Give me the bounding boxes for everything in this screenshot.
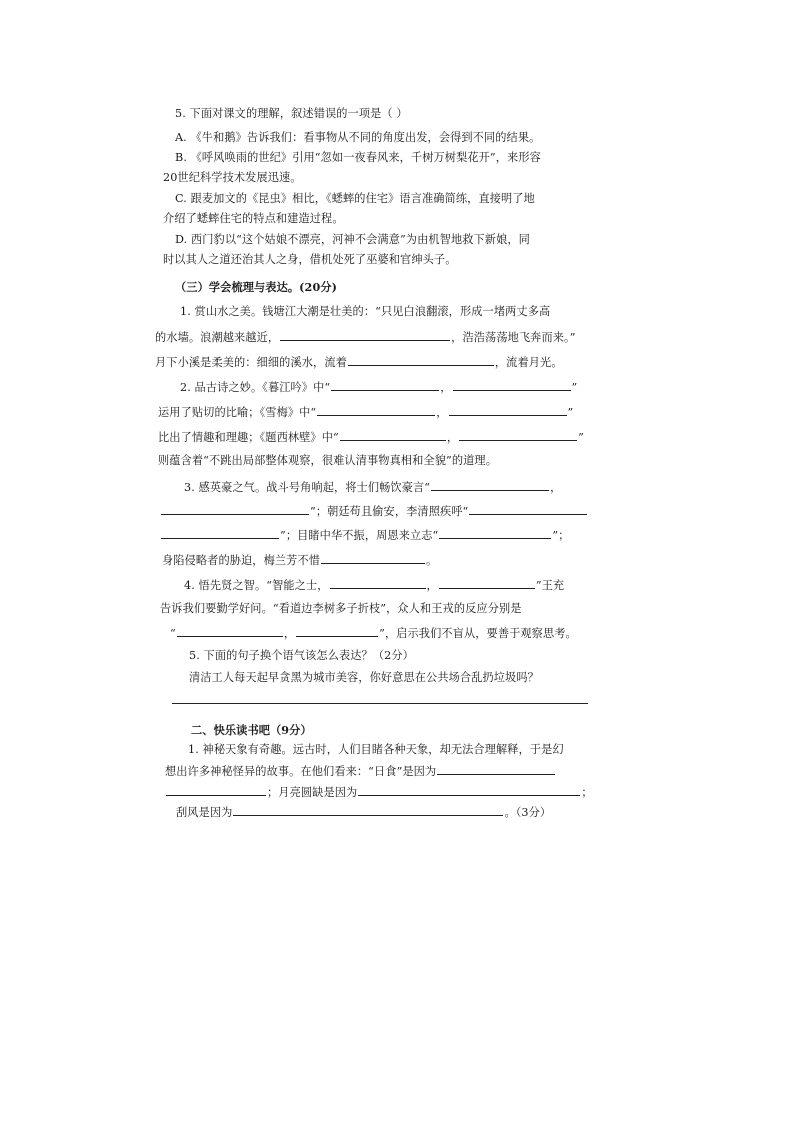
s3-q3-text: 3. 感英豪之气。战斗号角响起，将士们畅饮豪言“ [184, 481, 431, 494]
answer-blank[interactable] [358, 784, 580, 796]
s3-q1-line1: 1. 赏山水之美。钱塘江大潮是壮美的：“只见白浪翻滚，形成一堵两丈多高 [180, 305, 551, 318]
s3-q2-text: 2. 品古诗之妙。《暮江吟》中“ [180, 381, 331, 394]
answer-blank[interactable] [439, 577, 535, 589]
answer-blank[interactable] [280, 329, 450, 341]
answer-blank[interactable] [177, 625, 283, 637]
s3-q2-text: ， [436, 406, 448, 419]
s3-q3-text: 身陷侵略者的胁迫，梅兰芳不惜 [162, 554, 321, 567]
s3-q4-text: ， [283, 627, 296, 640]
s3-q3-line3 [160, 527, 570, 544]
s3-q2-text: ， [440, 381, 452, 394]
p2-q1-text: 刮风是因为 [176, 806, 233, 819]
s3-q3-text: ”；目睹中华不振，周恩来立志“ [280, 529, 439, 542]
option-b: B. 《呼风唤雨的世纪》引用“忽如一夜春风来，千树万树梨花开”，来形容 [175, 151, 541, 164]
option-d: D. 西门豹以“这个姑娘不漂亮，河神不会满意”为由机智地救下新娘，同 [175, 233, 530, 246]
option-d-cont: 时以其人之道还治其人之身，借机处死了巫婆和官绅头子。 [163, 253, 457, 266]
answer-blank[interactable] [439, 527, 551, 539]
s3-q5-stem: 5. 下面的句子换个语气该怎么表达？（2分） [189, 649, 414, 662]
answer-blank[interactable] [437, 763, 555, 775]
s3-q3-line2 [160, 503, 588, 520]
s3-q2-text: 比出了情趣和理趣；《题西林壁》中“ [158, 431, 339, 444]
answer-blank[interactable] [331, 379, 439, 391]
s3-q4-text: 4. 悟先贤之智。“智能之士， [184, 579, 329, 592]
answer-blank[interactable] [449, 404, 567, 416]
answer-blank[interactable] [296, 625, 378, 637]
option-a: A. 《牛和鹅》告诉我们：看事物从不同的角度出发，会得到不同的结果。 [175, 131, 541, 144]
answer-blank[interactable] [469, 503, 587, 515]
s3-q3-text: ”； [552, 529, 570, 542]
p2-q1-line3 [165, 784, 593, 801]
s3-q4-text: “ [170, 627, 176, 640]
answer-blank[interactable] [340, 429, 446, 441]
s3-q4-line2: 告诉我们要勤学好问。“看道边李树多子折枝”，众人和王戎的反应分别是 [160, 602, 522, 615]
answer-blank[interactable] [330, 577, 426, 589]
p2-q1-line1: 1. 神秘天象有奇趣。远古时，人们目睹各种天象，却无法合理解释，于是幻 [188, 743, 564, 756]
s3-q2-line4: 则蕴含着“不跳出局部整体观察，很难认清事物真相和全貌”的道理。 [158, 454, 497, 467]
answer-blank[interactable] [317, 404, 435, 416]
s3-q3-line4 [162, 552, 437, 569]
s3-q4-line3 [170, 625, 577, 642]
s3-q3-text: ”；朝廷苟且偷安，李清照疾呼“ [310, 505, 469, 518]
s3-q5-sentence: 清洁工人每天起早贪黑为城市美容，你好意思在公共场合乱扔垃圾吗？ [189, 671, 539, 684]
answer-blank[interactable] [459, 429, 577, 441]
s3-q2-text: ” [578, 431, 584, 444]
s3-q2-text: ” [571, 381, 578, 394]
s3-q4-text: ”，启示我们不盲从，要善于观察思考。 [379, 627, 577, 640]
s3-q3-text: 。 [426, 554, 438, 567]
answer-blank[interactable] [431, 479, 549, 491]
s3-q4-text: ， [426, 579, 438, 592]
part-2-heading: 二、快乐读书吧（9分） [191, 723, 312, 737]
p2-q1-line4 [176, 804, 551, 821]
section-3-heading: （三）学会梳理与表达。(20分) [175, 280, 338, 294]
p2-q1-line2 [165, 763, 556, 780]
answer-blank[interactable] [453, 379, 571, 391]
p2-q1-text: ；月亮圆缺是因为 [267, 786, 358, 799]
s3-q1-line2 [155, 329, 576, 346]
s3-q1-line3 [155, 354, 563, 371]
answer-line[interactable] [172, 703, 588, 704]
s3-q4-text: ”王充 [535, 579, 565, 592]
s3-q3-line1 [184, 479, 561, 496]
answer-blank[interactable] [321, 552, 425, 564]
answer-blank[interactable] [161, 503, 309, 515]
p2-q1-text: 想出许多神秘怪异的故事。在他们看来：“日食”是因为 [165, 765, 437, 778]
option-c-cont: 介绍了蟋蟀住宅的特点和建造过程。 [163, 212, 344, 225]
p2-q1-text: ； [581, 786, 593, 799]
s3-q2-line2 [158, 404, 573, 421]
p2-q1-text: 。（3分） [504, 806, 552, 819]
s3-q1-text: ，浩浩荡荡地飞奔而来。” [451, 331, 576, 344]
s3-q1-text: ，流着月光。 [494, 356, 563, 369]
s3-q2-line1 [180, 379, 577, 396]
answer-blank[interactable] [166, 784, 266, 796]
s3-q4-line1 [184, 577, 564, 594]
option-b-cont: 20世纪科学技术发展迅速。 [163, 171, 302, 184]
s3-q2-text: ” [567, 406, 574, 419]
option-c: C. 跟麦加文的《昆虫》相比，《蟋蟀的住宅》语言准确简练，直接明了地 [175, 192, 535, 205]
s3-q2-line3 [158, 429, 584, 446]
s3-q2-text: 运用了贴切的比喻；《雪梅》中“ [158, 406, 317, 419]
s3-q1-text: 的水墙。浪潮越来越近， [155, 331, 280, 344]
question-5-stem: 5. 下面对课文的理解，叙述错误的一项是（ ） [175, 107, 408, 120]
s3-q1-text: 月下小溪是柔美的：细细的溪水，流着 [155, 356, 347, 369]
answer-blank[interactable] [233, 804, 503, 816]
s3-q2-text: ， [446, 431, 459, 444]
answer-blank[interactable] [161, 527, 279, 539]
answer-blank[interactable] [348, 354, 494, 366]
s3-q3-text: ， [550, 481, 562, 494]
